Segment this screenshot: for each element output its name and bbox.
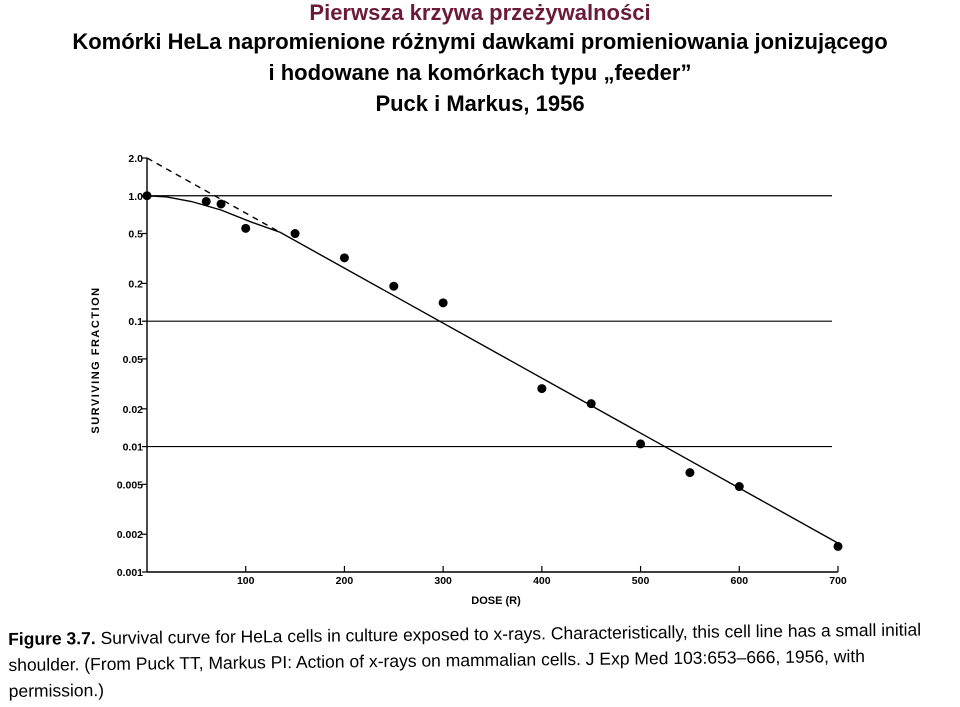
y-tick-label: 0.001 xyxy=(116,567,143,579)
page-title: Pierwsza krzywa przeżywalności xyxy=(309,0,651,25)
y-tick-label: 0.2 xyxy=(128,278,143,291)
figure-caption-text: Survival curve for HeLa cells in culture exposed to x-rays. Characteristically, this cell line has a small initial shoulder. (From Puck TT, Markus PI: Action of x-rays on mammalian cells. J Exp Med 103:653–666, 1956, with permission.) xyxy=(8,619,922,701)
data-point xyxy=(587,399,596,408)
y-tick-label: 2.0 xyxy=(128,153,143,165)
data-point xyxy=(685,468,694,477)
data-point xyxy=(735,482,744,491)
tick-labels xyxy=(117,153,847,587)
data-point xyxy=(537,384,546,393)
y-axis-label: SURVIVING FRACTION xyxy=(90,286,102,434)
y-tick-label: 0.05 xyxy=(122,353,143,366)
y-tick-label: 0.1 xyxy=(128,316,143,329)
data-point xyxy=(291,229,300,238)
x-tick-label: 200 xyxy=(335,575,354,587)
figure-label: Figure 3.7. xyxy=(8,628,96,649)
x-tick-label: 500 xyxy=(631,575,650,587)
survival-curve-line xyxy=(147,196,838,543)
page-author-line: Puck i Markus, 1956 xyxy=(375,91,585,116)
y-tick-label: 0.5 xyxy=(128,228,143,241)
data-point xyxy=(636,439,645,448)
data-point xyxy=(202,197,211,206)
y-tick-label: 0.02 xyxy=(122,403,143,416)
curve-lines xyxy=(147,158,838,543)
data-points xyxy=(143,191,843,551)
x-tick-label: 700 xyxy=(829,575,847,587)
data-point xyxy=(439,298,448,307)
y-tick-label: 1.0 xyxy=(128,190,143,203)
x-axis-label: DOSE (R) xyxy=(471,595,521,607)
data-point xyxy=(834,542,843,551)
x-tick-label: 400 xyxy=(533,575,551,587)
axes xyxy=(147,158,838,572)
figure-caption xyxy=(8,616,954,704)
y-tick-label: 0.01 xyxy=(122,441,143,454)
page-subtitle-line-1: Komórki HeLa napromienione różnymi dawkami promieniowania jonizującego xyxy=(72,29,888,54)
data-point xyxy=(217,199,226,208)
x-tick-label: 100 xyxy=(236,575,255,587)
data-point xyxy=(241,224,250,233)
y-tick-label: 0.002 xyxy=(116,529,143,542)
x-tick-label: 300 xyxy=(434,575,452,587)
y-tick-label: 0.005 xyxy=(116,479,143,492)
page-subtitle-line-2: i hodowane na komórkach typu „feeder” xyxy=(268,60,692,85)
x-tick-label: 600 xyxy=(730,575,749,587)
data-point xyxy=(389,282,398,291)
reference-lines xyxy=(147,196,832,447)
data-point xyxy=(340,253,349,262)
data-point xyxy=(143,191,152,200)
